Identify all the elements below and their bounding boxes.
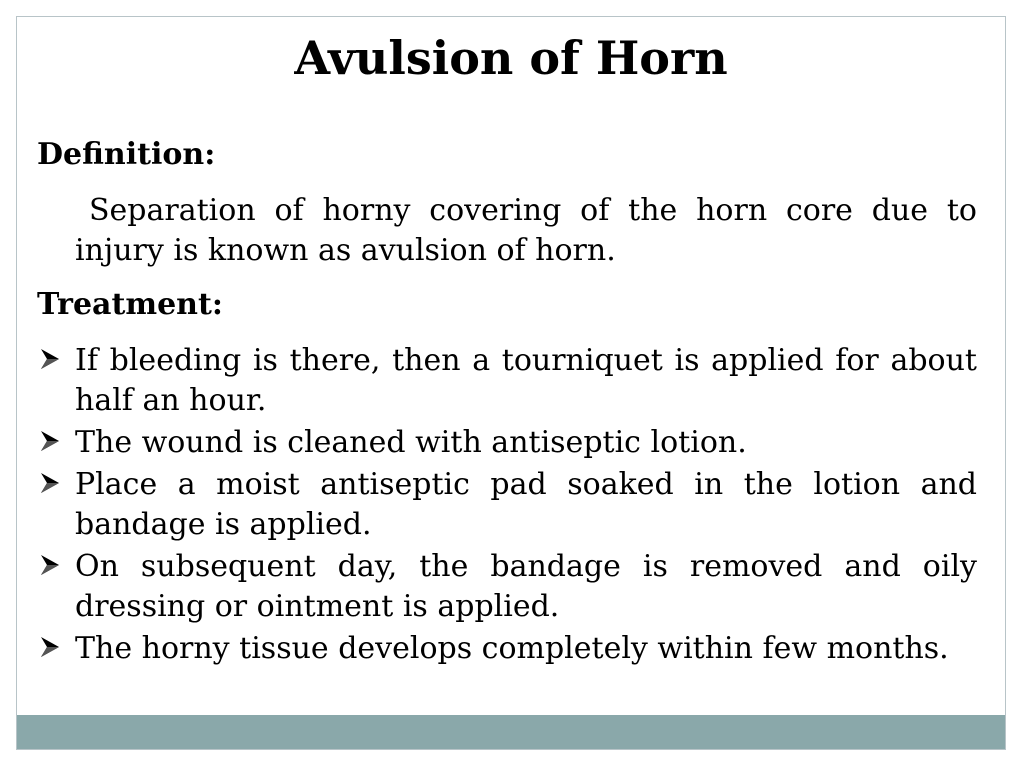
arrowhead-bullet-icon bbox=[39, 429, 61, 453]
treatment-item bbox=[37, 465, 977, 545]
treatment-item-text: On subsequent day, the bandage is removed and oily dressing or ointment is applied. bbox=[75, 549, 977, 624]
slide bbox=[16, 16, 1006, 750]
treatment-item-text: If bleeding is there, then a tourniquet is applied for about half an hour. bbox=[75, 343, 977, 418]
definition-heading: Definition: bbox=[37, 137, 216, 172]
arrowhead-bullet-icon bbox=[39, 553, 61, 577]
treatment-item-text: The wound is cleaned with antiseptic lotion. bbox=[75, 425, 747, 460]
treatment-item bbox=[37, 341, 977, 421]
treatment-list bbox=[37, 341, 977, 669]
slide-title: Avulsion of Horn bbox=[294, 31, 728, 85]
treatment-item bbox=[37, 423, 977, 463]
arrowhead-bullet-icon bbox=[39, 635, 61, 659]
treatment-item-text: The horny tissue develops completely within few months. bbox=[75, 631, 949, 666]
footer-bar bbox=[17, 715, 1005, 749]
treatment-item-text: Place a moist antiseptic pad soaked in the lotion and bandage is applied. bbox=[75, 467, 977, 542]
treatment-item bbox=[37, 547, 977, 627]
arrowhead-bullet-icon bbox=[39, 347, 61, 371]
definition-text: Separation of horny covering of the horn core due to injury is known as avulsion of horn. bbox=[75, 193, 977, 268]
arrowhead-bullet-icon bbox=[39, 471, 61, 495]
slide-content bbox=[37, 135, 977, 671]
treatment-heading: Treatment: bbox=[37, 287, 223, 322]
treatment-item bbox=[37, 629, 977, 669]
